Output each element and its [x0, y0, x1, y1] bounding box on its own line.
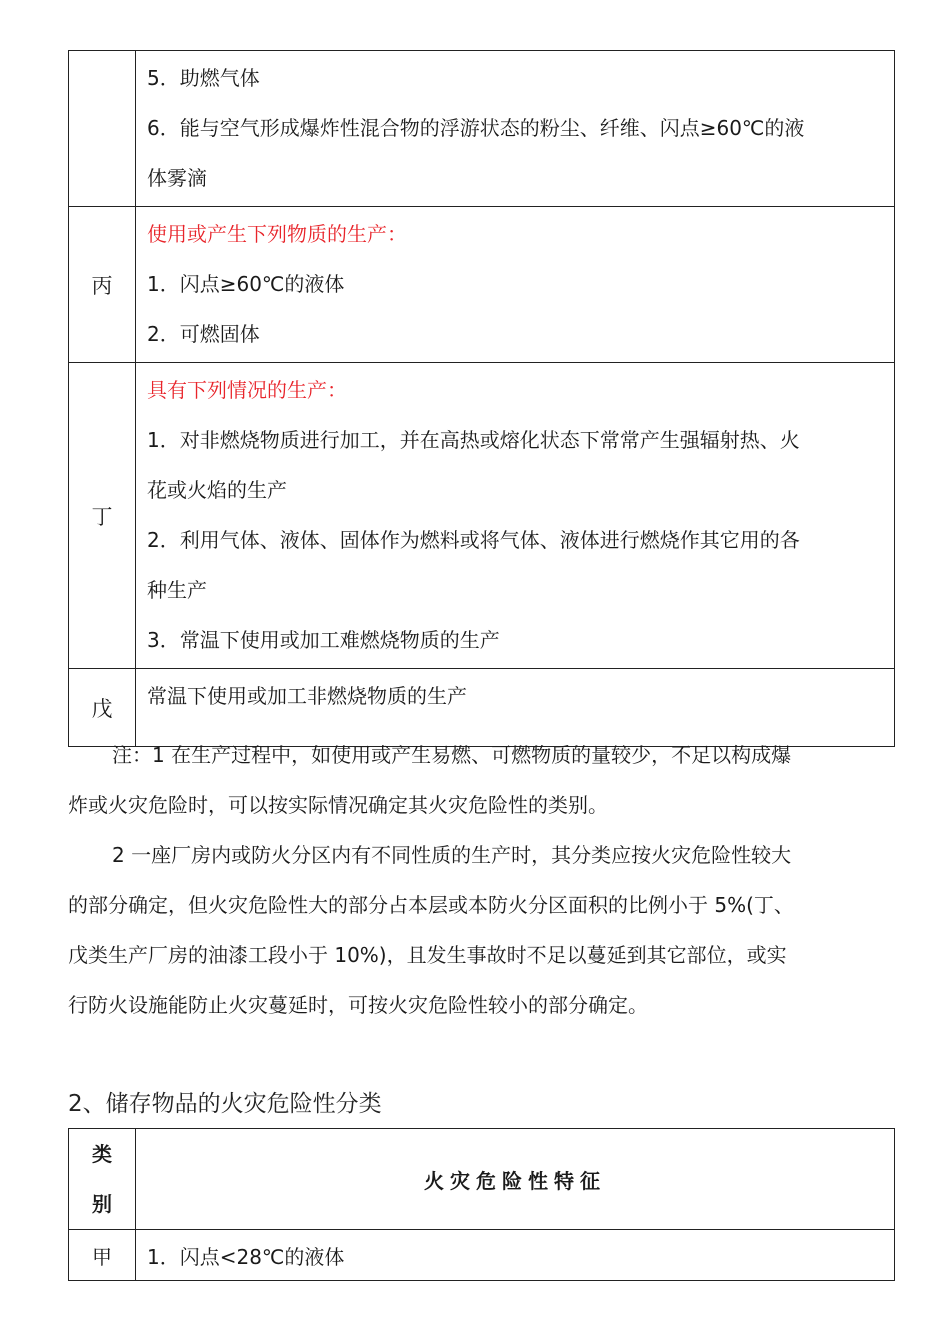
feature-line: 种生产 [147, 578, 207, 602]
feature-cell [136, 363, 895, 669]
table-row [69, 363, 895, 669]
category-cell: 戊 [69, 669, 136, 747]
note-line: 戊类生产厂房的油漆工段小于 10%)，且发生事故时不足以蔓延到其它部位，或实 [68, 943, 787, 967]
category-cell: 甲 [69, 1230, 136, 1281]
production-hazard-table [68, 50, 895, 747]
feature-line: 常温下使用或加工非燃烧物质的生产 [147, 684, 467, 708]
feature-cell: 1．闪点<28℃的液体 [136, 1230, 895, 1281]
feature-line: 1．闪点≥60℃的液体 [147, 272, 345, 296]
section-intro-line: 使用或产生下列物质的生产： [147, 222, 407, 246]
storage-hazard-table [68, 1128, 895, 1281]
category-cell [69, 51, 136, 207]
table-row [69, 1230, 895, 1281]
section-intro-line: 具有下列情况的生产： [147, 378, 347, 402]
feature-cell [136, 51, 895, 207]
feature-line: 体雾滴 [147, 166, 207, 190]
feature-line: 6．能与空气形成爆炸性混合物的浮游状态的粉尘、纤维、闪点≥60℃的液 [147, 116, 805, 140]
table-row [69, 207, 895, 363]
header-category-char: 别 [92, 1192, 112, 1216]
header-title: 火灾危险性特征 [136, 1129, 895, 1230]
header-category-char: 类 [92, 1142, 112, 1166]
note-line: 注：1 在生产过程中，如使用或产生易燃、可燃物质的量较少，不足以构成爆 [112, 743, 792, 767]
note-line: 行防火设施能防止火灾蔓延时，可按火灾危险性较小的部分确定。 [68, 993, 648, 1017]
feature-line: 2．利用气体、液体、固体作为燃料或将气体、液体进行燃烧作其它用的各 [147, 528, 800, 552]
category-cell: 丁 [69, 363, 136, 669]
note-2 [68, 830, 895, 1030]
table-header-row [69, 1129, 895, 1230]
feature-line: 花或火焰的生产 [147, 478, 287, 502]
note-1 [68, 730, 895, 830]
note-line: 炸或火灾危险时，可以按实际情况确定其火灾危险性的类别。 [68, 793, 608, 817]
feature-line: 1．对非燃烧物质进行加工，并在高热或熔化状态下常常产生强辐射热、火 [147, 428, 800, 452]
feature-line: 2．可燃固体 [147, 322, 260, 346]
feature-line: 3．常温下使用或加工难燃烧物质的生产 [147, 628, 500, 652]
note-line: 2 一座厂房内或防火分区内有不同性质的生产时，其分类应按火灾危险性较大 [112, 843, 792, 867]
category-cell: 丙 [69, 207, 136, 363]
feature-line: 5．助燃气体 [147, 66, 260, 90]
table-row [69, 51, 895, 207]
section-heading: 2、储存物品的火灾危险性分类 [68, 1091, 382, 1117]
note-line: 的部分确定，但火灾危险性大的部分占本层或本防火分区面积的比例小于 5%(丁、 [68, 893, 794, 917]
feature-cell [136, 207, 895, 363]
